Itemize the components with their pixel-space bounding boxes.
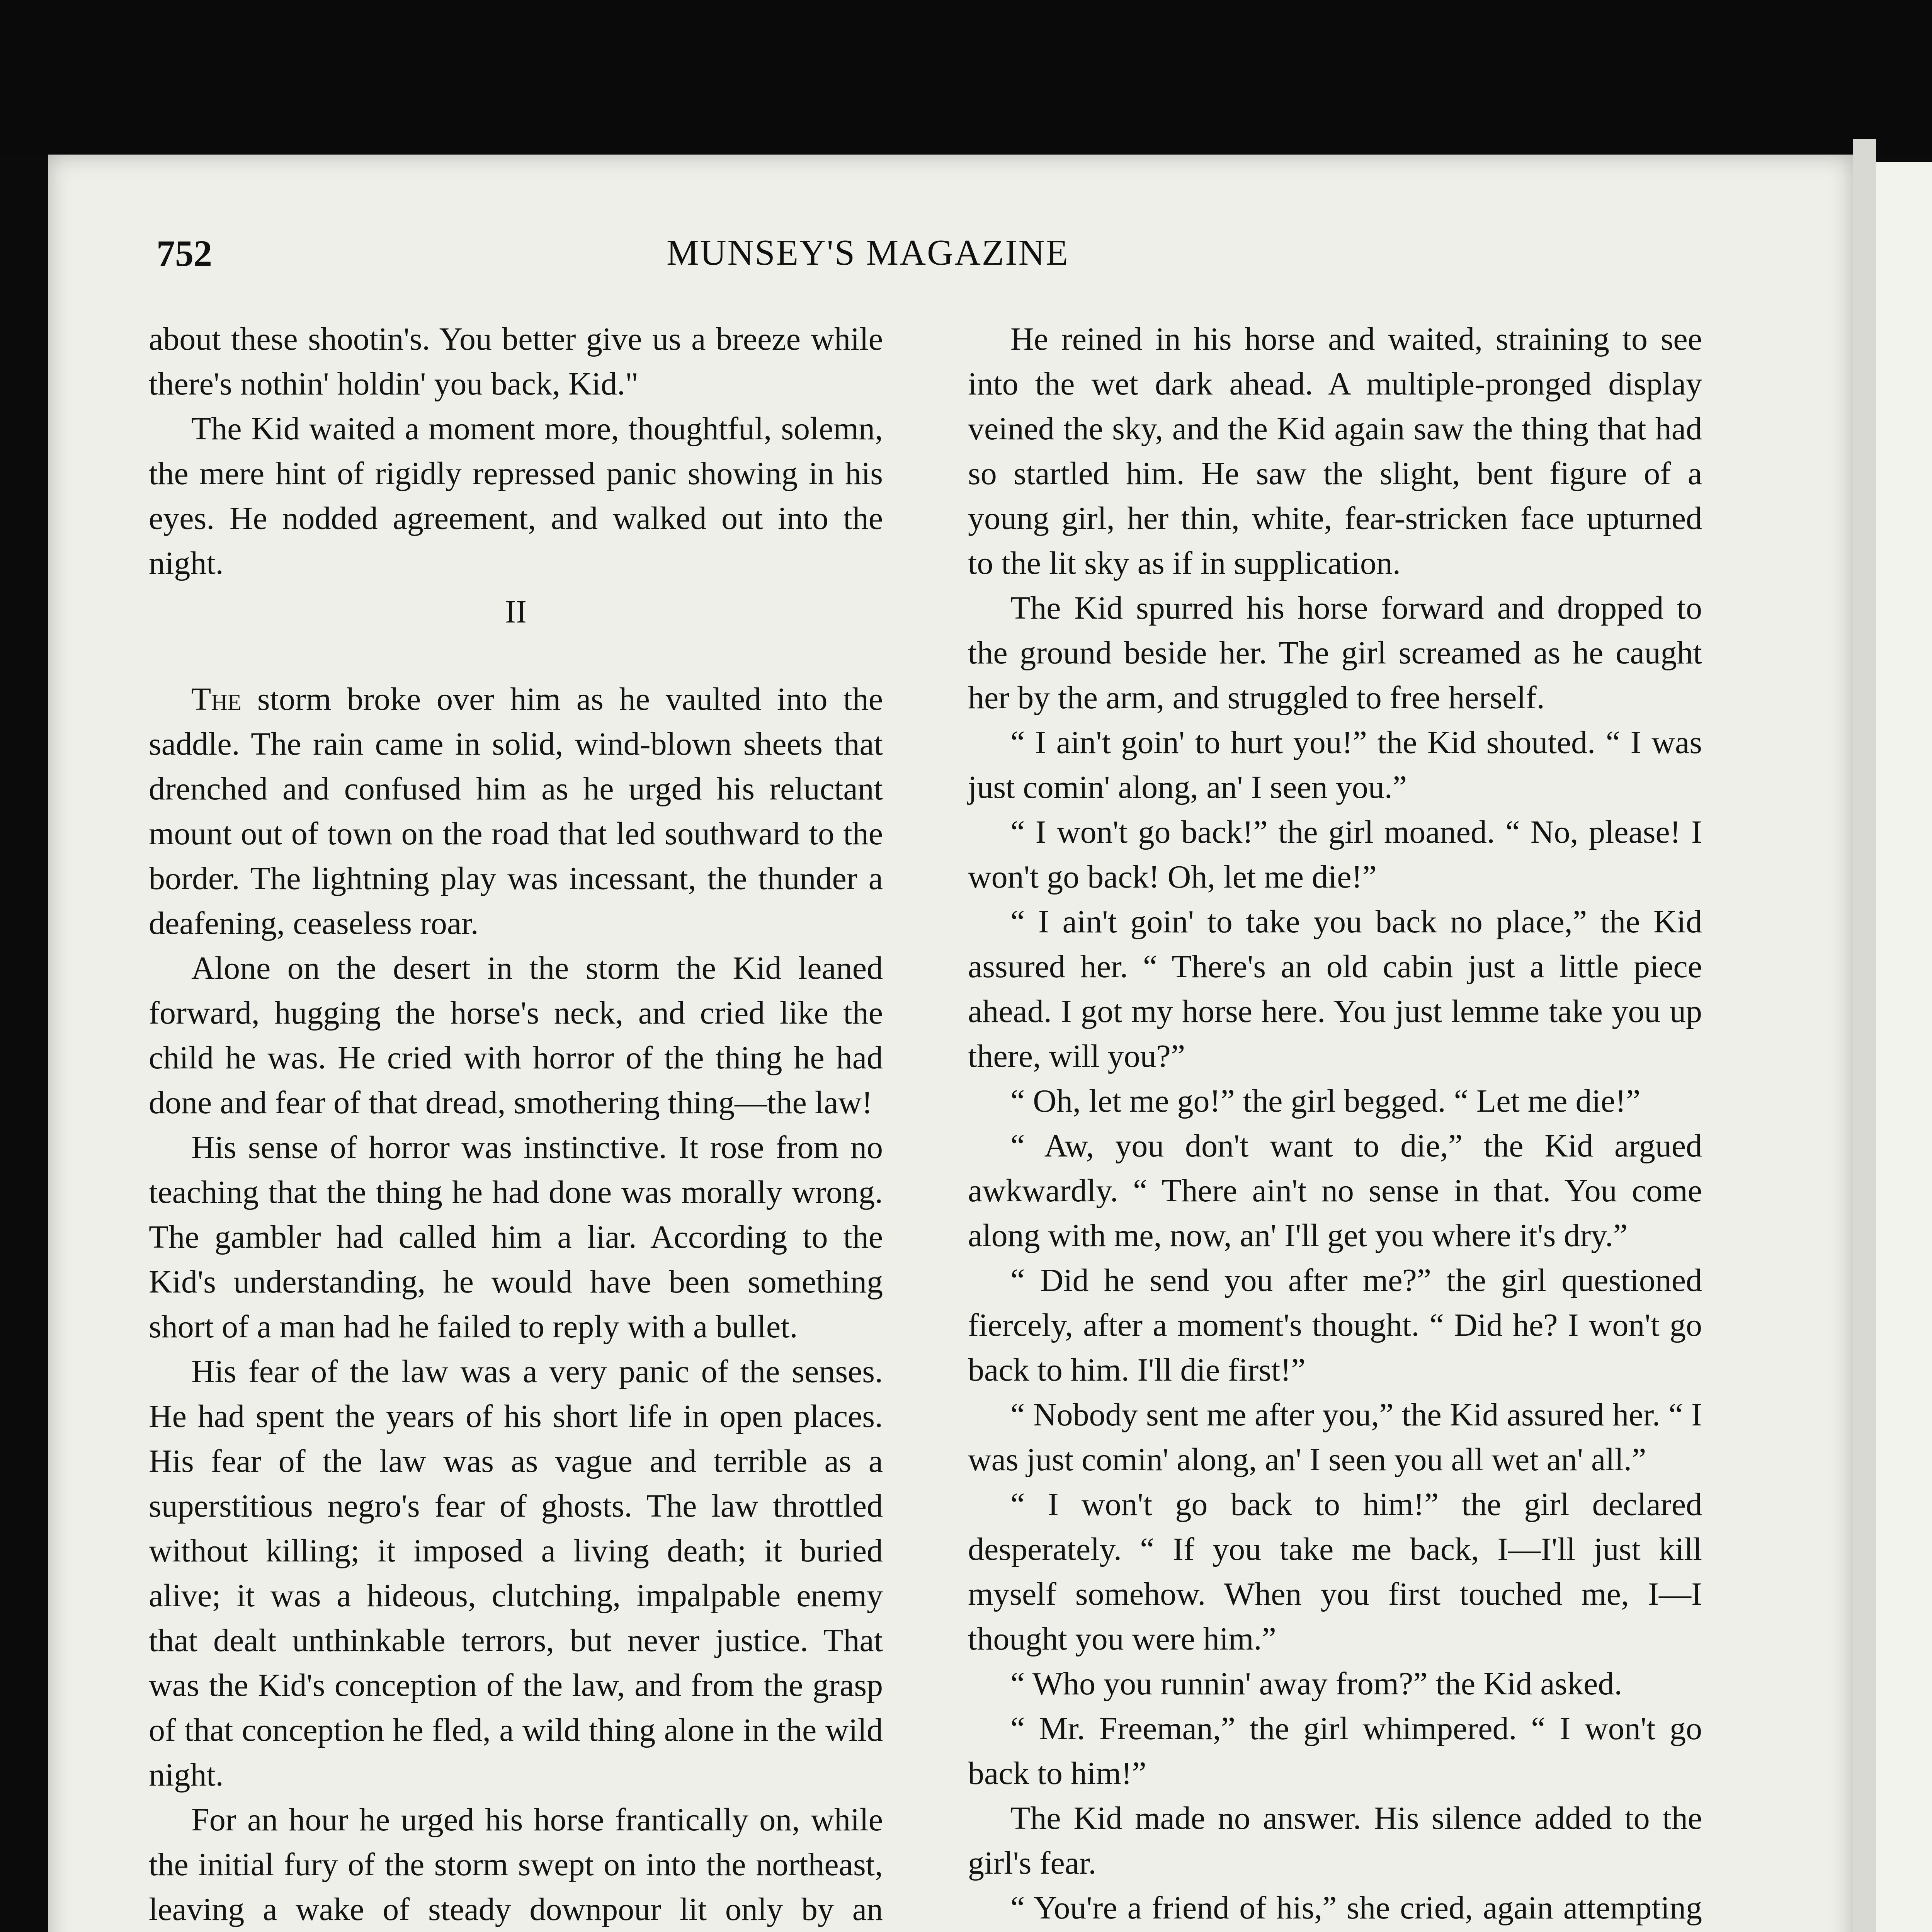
paragraph: For an hour he urged his horse frantically on, while the initial fury of the storm swept on into the northeast, leaving a wake of steady downpour lit only by an — [149, 1802, 883, 1927]
paragraph: His sense of horror was instinctive. It rose from no teaching that the thing he had done was morally wrong. The gambler had called him a liar. According to the Kid's understanding, he would have been something short of a man had he failed to reply with a bullet. — [149, 1129, 883, 1345]
paragraph-text: storm broke over him as he vaulted into the saddle. The rain came in solid, wind-blown sheets that drenched and confused him as he urged his reluctant mount out of town on the road that led southward to the border. The lightning play was incessant, the thunder a deafening, ceaseless roar. — [149, 681, 883, 941]
page-number: 752 — [156, 233, 212, 274]
paragraph: “ Aw, you don't want to die,” the Kid argued awkwardly. “ There ain't no sense in that. You come along with me, now, an' I'll get you where it's dry.” — [968, 1128, 1702, 1253]
paragraph: The Kid waited a moment more, thoughtful, solemn, the mere hint of rigidly repressed panic showing in his eyes. He nodded agreement, and walked out into the night. — [149, 411, 883, 581]
paragraph: Alone on the desert in the storm the Kid leaned forward, hugging the horse's neck, and cried like the child he was. He cried with horror of the thing he had done and fear of that dread, smothering thing—the law! — [149, 950, 883, 1121]
paragraph: “ Nobody sent me after you,” the Kid assured her. “ I was just comin' along, an' I seen you all wet an' all.” — [968, 1397, 1702, 1478]
magazine-page — [48, 155, 1853, 1932]
paragraph: “ Did he send you after me?” the girl questioned fiercely, after a moment's thought. “ Did he? I won't go back to him. I'll die first!” — [968, 1262, 1702, 1388]
left-column — [149, 317, 883, 1932]
paragraph: about these shootin's. You better give us a breeze while there's nothin' holdin' you back, Kid." — [149, 321, 883, 402]
paragraph: “ Mr. Freeman,” the girl whimpered. “ I won't go back to him!” — [968, 1711, 1702, 1791]
section-numeral: II — [505, 594, 527, 630]
paragraph: “ You're a friend of his,” she cried, again attempting — [1010, 1890, 1702, 1926]
paragraph — [149, 677, 883, 946]
paragraph: He reined in his horse and waited, straining to see into the wet dark ahead. A multiple-pronged display veined the sky, and the Kid again saw the thing that had so startled him. He saw the slight, bent figure of a young girl, her thin, white, fear-stricken face upturned to the lit sky as if in supplication. — [968, 321, 1702, 581]
paragraph: “ I won't go back!” the girl moaned. “ No, please! I won't go back! Oh, let me die!” — [968, 814, 1702, 895]
paragraph: “ Oh, let me go!” the girl begged. “ Let me die!” — [1010, 1083, 1641, 1119]
running-title: MUNSEY'S MAGAZINE — [667, 233, 1069, 273]
scan-border-top — [0, 0, 1932, 156]
paragraph: The Kid made no answer. His silence added to the girl's fear. — [968, 1800, 1702, 1881]
page-header — [48, 232, 1853, 286]
page-edge — [1853, 139, 1876, 1932]
paragraph: “ I ain't goin' to take you back no place,” the Kid assured her. “ There's an old cabin just a little piece ahead. I got my horse here. You just lemme take you up there, will you?” — [968, 904, 1702, 1074]
paragraph: “ I won't go back to him!” the girl declared desperately. “ If you take me back, I—I'll just kill myself somehow. When you first touched me, I—I thought you were him.” — [968, 1486, 1702, 1657]
paragraph: The Kid spurred his horse forward and dropped to the ground beside her. The girl screamed as he caught her by the arm, and struggled to free herself. — [968, 590, 1702, 716]
adjacent-page-edge — [1876, 162, 1932, 1932]
right-column — [968, 317, 1702, 1932]
paragraph: His fear of the law was a very panic of the senses. He had spent the years of his short life in open places. His fear of the law was as vague and terrible as a superstitious negro's fear of ghosts. The law throttled without killing; it imposed a living death; it buried alive; it was a hideous, clutching, impalpable enemy that dealt unthinkable terrors, but never justice. That was the Kid's conception of the law, and from the grasp of that conception he fled, a wild thing alone in the wild night. — [149, 1354, 883, 1793]
paragraph: “ I ain't goin' to hurt you!” the Kid shouted. “ I was just comin' along, an' I seen you.” — [968, 724, 1702, 805]
section-lead-word: The — [191, 681, 242, 717]
paragraph: “ Who you runnin' away from?” the Kid asked. — [1010, 1666, 1622, 1702]
